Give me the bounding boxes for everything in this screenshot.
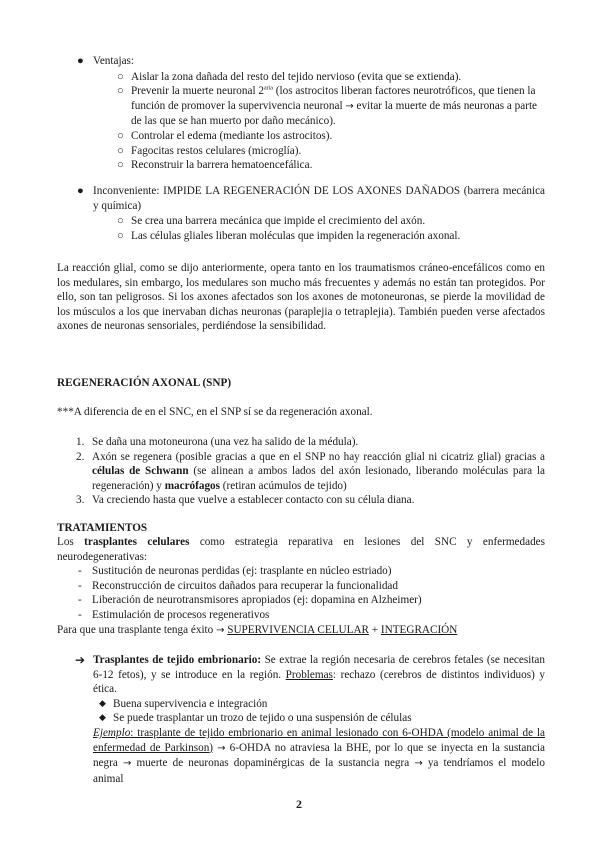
- ventajas-item: ○ Aislar la zona dañada del resto del tejido nervioso (evita que se extienda).: [117, 70, 462, 83]
- tratamientos-list: [78, 564, 545, 622]
- bullet-dot: ●: [77, 185, 84, 197]
- right-arrow-icon: →: [122, 758, 132, 770]
- tratamientos-item: - Reconstrucción de circuitos dañados para recuperar la funcionalidad: [78, 579, 398, 592]
- inconveniente-bullet: [77, 184, 545, 213]
- embrionario-ejemplo: Ejemplo: trasplante de tejido embrionario en animal lesionado con 6-OHDA (modelo animal de la enfermedad de Parkinson) → 6-OHDA no atraviesa la BHE, por lo que se inyecta en la sustancia negra → muerte de neuronas dopaminérgicas de la sustancia negra → ya tendríamos el modelo animal: [93, 726, 546, 785]
- bullet-circle: ○: [117, 85, 124, 98]
- step-item: 3. Va creciendo hasta que vuelve a establecer contacto con su célula diana.: [76, 494, 415, 507]
- right-arrow-icon: →: [345, 100, 354, 112]
- bullet-dot: ●: [77, 55, 84, 67]
- ventajas-item: ○ Reconstruir la barrera hematoencefálica.: [117, 159, 313, 172]
- bullet-circle: ○: [117, 215, 124, 228]
- ventajas-item: ○ Fagocitas restos celulares (microglía).: [117, 144, 302, 157]
- inconveniente-item: ○ Se crea una barrera mecánica que impide el crecimiento del axón.: [117, 215, 426, 228]
- bullet-circle: ○: [117, 159, 124, 172]
- regeneracion-steps: [76, 435, 545, 508]
- regeneracion-note: ***A diferencia de en el SNC, en el SNP sí se da regeneración axonal.: [57, 406, 373, 418]
- step-item: 2. Axón se regenera (posible gracias a que en el SNP no hay reacción glial ni cicatriz glial) gracias a células de Schwann (se alinean a ambos lados del axón lesionado, liberando moléculas para la regeneración) y macrófagos (retiran acúmulos de tejido): [76, 450, 545, 492]
- page-number: 2: [296, 797, 302, 811]
- arrow-bullet-icon: ➔: [75, 653, 86, 667]
- reaccion-glial-paragraph: La reacción glial, como se dijo anteriormente, opera tanto en los traumatismos cráneo-encefálicos como en los medulares, sin embargo, los medulares son mucho más frecuentes y además no están tan protegidos. Por ello, son tan peligrosos. Si los axones afectados son los axones de motoneuronas, se pierde la movilidad de los músculos a los que inervaban dichas neuronas (paraplejia o tetraplejia). También pueden verse afectados axones de neuronas sensoriales, perdiéndose la sensibilidad.: [57, 262, 545, 333]
- ventajas-bullet: [77, 54, 549, 69]
- embrionario-bullet: ➔ Trasplantes de tejido embrionario: Se extrae la región necesaria de cerebros fetales (se necesitan 6-12 fetos), y se introduce en la región. Problemas: rechazo (cerebros de distintos individuos) y ética.: [75, 653, 545, 696]
- ventajas-item: ○ Controlar el edema (mediante los astrocitos).: [117, 129, 333, 142]
- tratamientos-item: - Sustitución de neuronas perdidas (ej: trasplante en núcleo estriado): [78, 565, 392, 577]
- section-heading-tratamientos: TRATAMIENTOS: [57, 522, 148, 534]
- right-arrow-icon: →: [414, 758, 423, 770]
- ventajas-list: [117, 70, 549, 173]
- tratamientos-item: - Liberación de neurotransmisores apropiados (ej: dopamina en Alzheimer): [78, 594, 422, 607]
- step-item: 1. Se daña una motoneurona (una vez ha salido de la médula).: [76, 436, 359, 448]
- ventajas-item: ○ Prevenir la muerte neuronal $2^{aria}$ (los astrocitos liberan factores neurotróficos, que tienen la función de promover la supervivencia neuronal → evitar la muerte de más neuronas a parte de las que se han muerto por daño mecánico).: [117, 85, 538, 128]
- embrionario-subitem: ◆ Se puede trasplantar un trozo de tejido o una suspensión de células: [99, 712, 412, 725]
- bullet-circle: ○: [117, 144, 124, 157]
- right-arrow-icon: →: [216, 625, 225, 636]
- diamond-bullet-icon: ◆: [99, 713, 106, 724]
- ventajas-section: [77, 54, 549, 173]
- right-arrow-icon: →: [217, 742, 226, 754]
- diamond-bullet-icon: ◆: [99, 698, 106, 709]
- tratamientos-item: - Estimulación de procesos regenerativos: [78, 608, 270, 621]
- ventajas-label: Ventajas:: [93, 55, 135, 67]
- section-heading-regeneracion: REGENERACIÓN AXONAL (SNP): [57, 377, 232, 389]
- embrionario-section: [75, 653, 546, 786]
- embrionario-sublist: [99, 697, 545, 726]
- bullet-circle: ○: [117, 129, 124, 142]
- trasplante-exito: Para que una trasplante tenga éxito → SUPERVIVENCIA CELULAR + INTEGRACIÓN: [57, 624, 458, 636]
- inconveniente-label: Inconveniente: IMPIDE LA REGENERACIÓN DE LOS AXONES DAÑADOS (barrera mecánica y química): [93, 185, 545, 212]
- embrionario-subitem: ◆ Buena supervivencia e integración: [99, 697, 268, 710]
- bullet-circle: ○: [117, 70, 124, 83]
- inconveniente-list: [117, 214, 545, 243]
- inconveniente-item: ○ Las células gliales liberan moléculas que impiden la regeneración axonal.: [117, 229, 461, 242]
- inconveniente-section: [77, 184, 545, 243]
- bullet-circle: ○: [117, 229, 124, 242]
- tratamientos-intro: Los trasplantes celulares como estrategia reparativa en lesiones del SNC y enfermedades neurodegenerativas:: [57, 536, 545, 563]
